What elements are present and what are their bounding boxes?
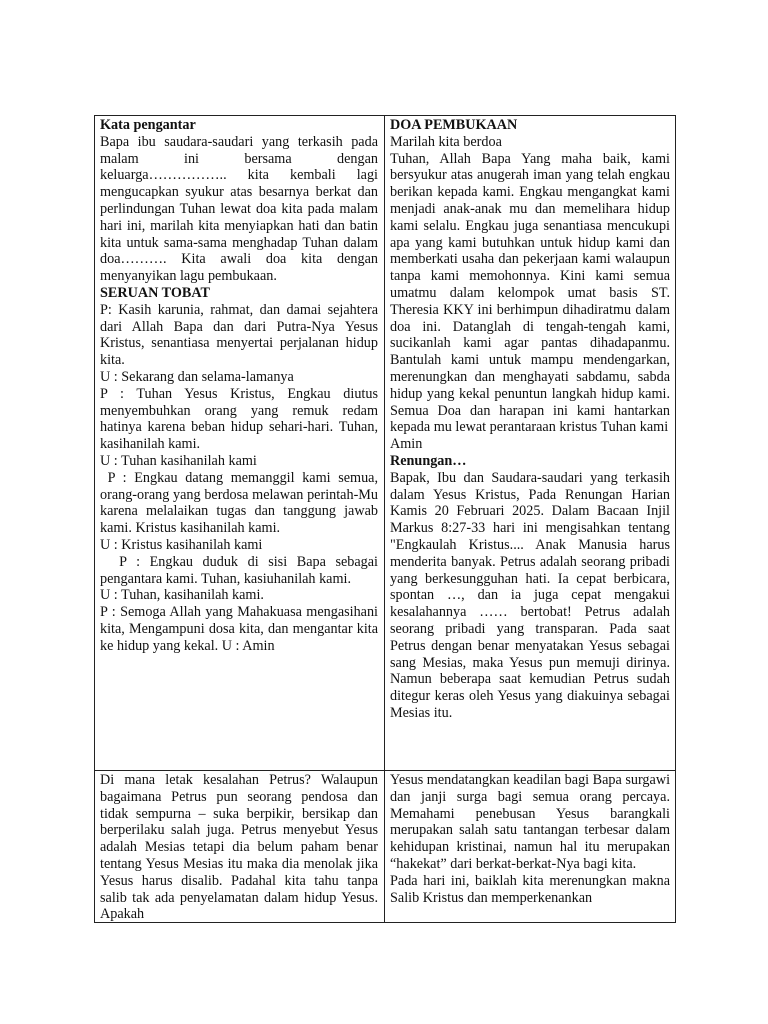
heading-renungan: Renungan… [390, 452, 467, 469]
heading-kata-pengantar: Kata pengantar [100, 117, 196, 133]
people-line-1: U : Sekarang dan selama-lamanya [100, 368, 294, 385]
reflection-continued-right-1: Yesus mendatangkan keadilan bagi Bapa surgawi dan janji surga bagi semua orang percaya. Memahami penebusan Yesus barangkali merupakan salah satu tantangan terbesar dalam kehidupan kristinai, namun hal itu merupakan “hakekat” dari berkat-berkat-Nya bagi kita. [390, 772, 671, 872]
people-line-4: U : Tuhan, kasihanilah kami. [100, 587, 264, 604]
reflection-continued-right-2: Pada hari ini, baiklah kita merenungkan makna Salib Kristus dan memperkenankan [390, 872, 670, 906]
priest-line-1: P: Kasih karunia, rahmat, dan damai sejahtera dari Allah Bapa dan dari Putra-Nya Yesus Kristus, senantiasa menyertai perjalanan hidup kita. [100, 301, 378, 369]
heading-seruan-tobat: SERUAN TOBAT [100, 284, 210, 301]
column-divider [384, 115, 385, 923]
opening-prayer: Tuhan, Allah Bapa Yang maha baik, kami bersyukur atas anugerah iman yang telah engkau berikan kepada kami. Engkau mengangkat kami menjadi anak-anak mu dan memelihara hidup kami selalu. Engkau juga senantiasa mencukupi apa yang kami butuhkan untuk hidup kami dan memberkati usaha dan pekerjaan kami walaupun tanpa kami memohonnya. Kini kami semua umatmu dalam kelompok umat basis ST. Theresia KKY ini berhimpun dihadiratmu dalam doa ini. Datanglah di tengah-tengah kami, sucikanlah kami agar pantas dihadapanmu. Bantulah kami untuk mampu mendengarkan, merenungkan dan menghayati sabdamu, sabda hidup yang kekal penuntun langkah hidup kami. Semua Doa dan harapan ini kami hantarkan kepada mu lewat perantaraan kristus Tuhan kami [390, 150, 670, 436]
cell-right-top [390, 117, 670, 769]
priest-line-2: P : Tuhan Yesus Kristus, Engkau diutus menyembuhkan orang yang remuk redam hatinya karena beban hidup sehari-hari. Tuhan, kasihanilah kami. [100, 385, 378, 453]
reflection-continued-left: Di mana letak kesalahan Petrus? Walaupun bagaimana Petrus pun seorang pendosa dan tidak sempurna – suka berpikir, bersikap dan berperilaku salah juga. Petrus menyebut Yesus adalah Mesias tetapi dia belum paham benar tentang Yesus Mesias itu maka dia menolak jika Yesus harus disalib. Padahal kita tahu tanpa salib tak ada penyelamatan dalam hidup Yesus. Apakah [100, 772, 378, 923]
cell-left-bottom [100, 772, 378, 922]
priest-line-5: P : Semoga Allah yang Mahakuasa mengasihani kita, Mengampuni dosa kita, dan mengantar kita ke hidup yang kekal. U : Amin [100, 604, 378, 654]
heading-doa-pembukaan: DOA PEMBUKAAN [390, 117, 518, 133]
row-divider [94, 770, 676, 771]
intro-paragraph: Bapa ibu saudara-saudari yang terkasih pada malam ini bersama dengan keluarga…………….. kita kembali lagi mengucapkan syukur atas besarnya berkat dan perlindungan Tuhan lewat doa kita pada malam hari ini, marilah kita menyiapkan hati dan batin kita untuk sama-sama menghadap Tuhan dalam doa………. Kita awali doa kita dengan menyanyikan lagu pembukaan. [100, 133, 378, 285]
people-line-3: U : Kristus kasihanilah kami [100, 536, 263, 553]
priest-line-4: P : Engkau duduk di sisi Bapa sebagai pengantara kami. Tuhan, kasiuhanilah kami. [100, 553, 382, 587]
cell-right-bottom [390, 772, 670, 922]
prayer-invitation: Marilah kita berdoa [390, 133, 502, 150]
people-line-2: U : Tuhan kasihanilah kami [100, 452, 257, 469]
reflection-paragraph: Bapak, Ibu dan Saudara-saudari yang terkasih dalam Yesus Kristus, Pada Renungan Harian Kamis 20 Februari 2025. Dalam Bacaan Injil Markus 8:27-33 hari ini mengisahkan tentang "Engkaulah Kristus.... Anak Manusia harus menderita banyak. Petrus adalah seorang pribadi yang berkesungguhan hati. Ia cepat berbicara, spontan …, dan ia juga cepat mengakui kesalahannya …… bertobat! Petrus adalah seorang pribadi yang transparan. Pada saat Petrus dengan benar menyatakan Yesus sebagai sang Mesias, maka Yesus pun memuji dirinya. Namun beberapa saat kemudian Petrus sudah ditegur keras oleh Yesus yang diakuinya sebagai Mesias itu. [390, 469, 670, 721]
amin-line: Amin [390, 436, 423, 453]
cell-left-top [100, 117, 382, 769]
priest-line-3: P : Engkau datang memanggil kami semua, orang-orang yang berdosa melawan perintah-Mu karena melalaikan tugas dan tanggung jawab kami. Kristus kasihanilah kami. [100, 469, 382, 537]
